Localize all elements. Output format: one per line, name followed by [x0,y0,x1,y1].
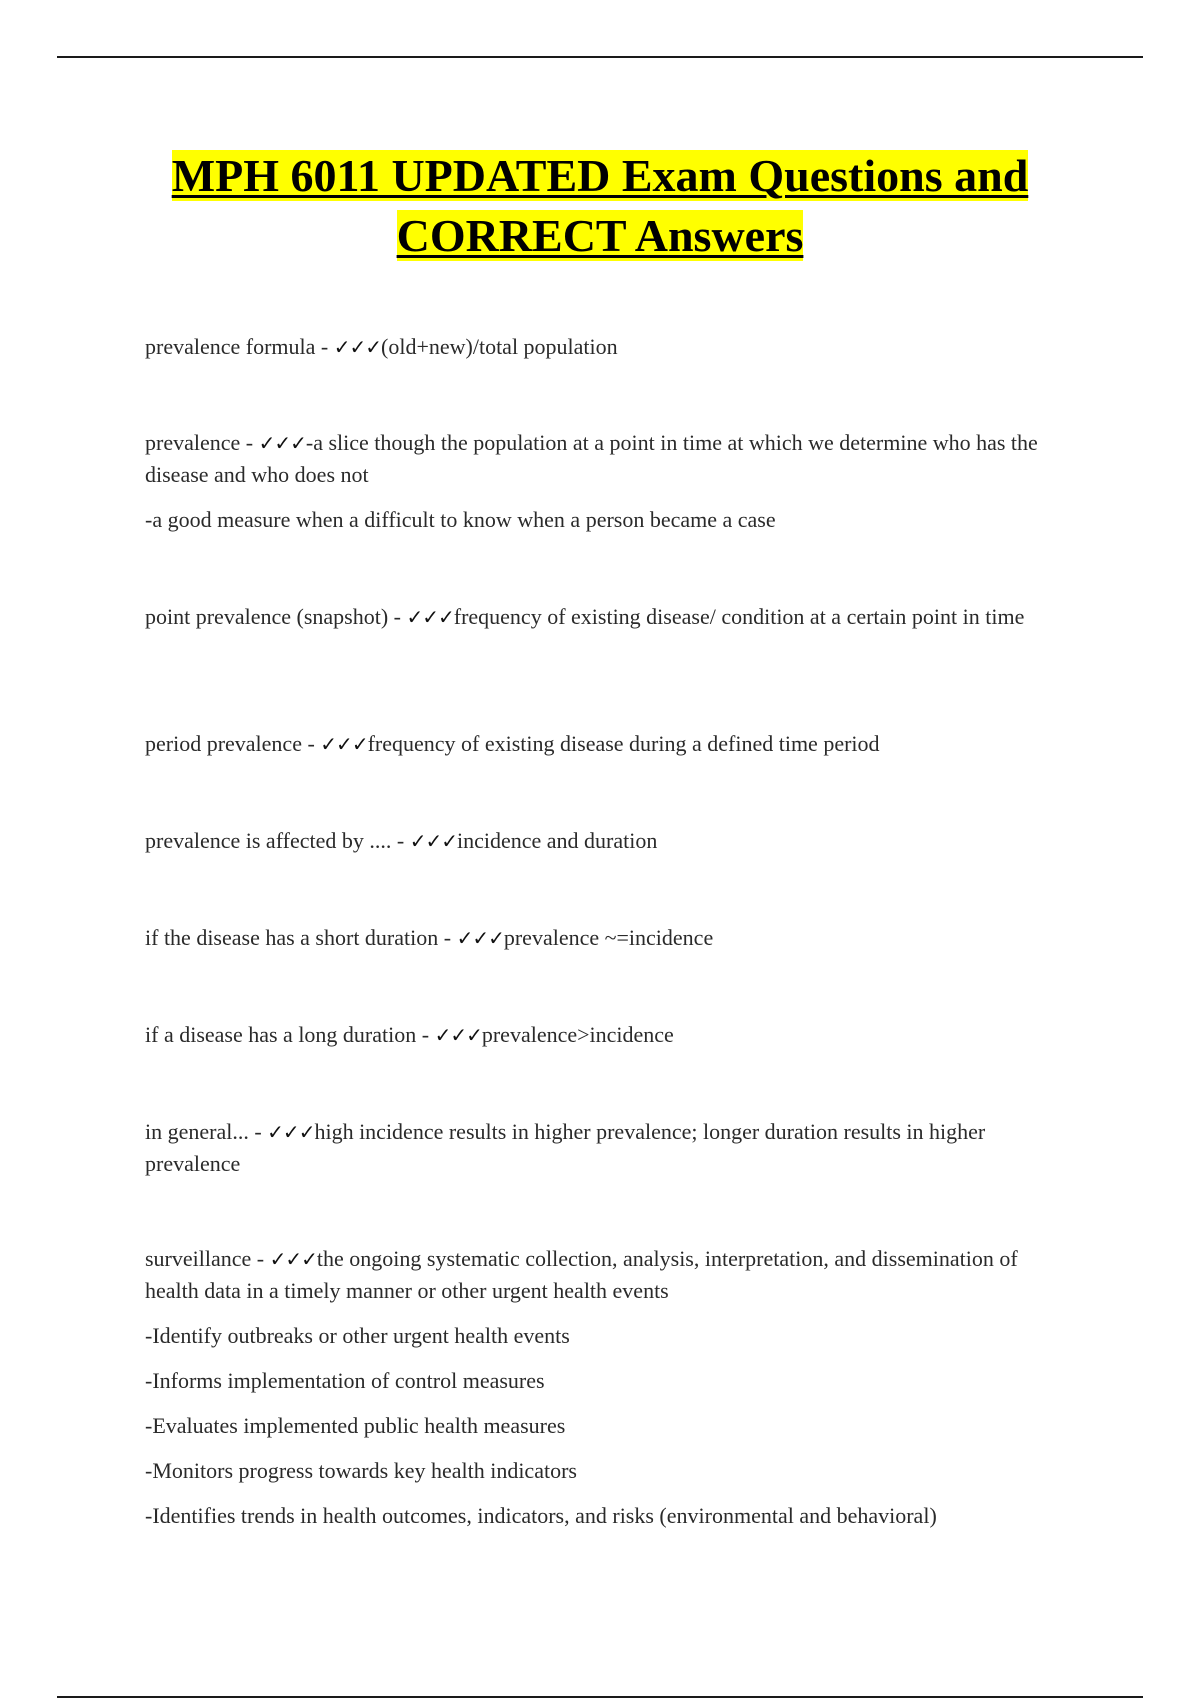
qa-answer: frequency of existing disease during a defined time period [367,731,880,756]
qa-line [145,1019,1065,1051]
qa-entry [145,728,1065,760]
qa-line [145,601,1065,633]
qa-entry [145,1019,1065,1051]
qa-entry [145,331,1065,363]
document-title [100,146,1100,266]
qa-answer: -a slice though the population at a point in time at which we determine who has the disease and who does not [145,430,1038,487]
qa-line [145,1116,1065,1179]
checkmarks-icon: ✓✓✓ [456,926,504,950]
qa-answer: (old+new)/total population [381,334,618,359]
qa-term: if the disease has a short duration - [145,925,457,950]
top-rule [57,56,1143,58]
qa-term: if a disease has a long duration - [145,1022,435,1047]
qa-detail: -Identify outbreaks or other urgent health events [145,1323,570,1348]
qa-answer: frequency of existing disease/ condition at a certain point in time [453,604,1025,629]
checkmarks-icon: ✓✓✓ [434,1023,482,1047]
qa-line [145,1243,1065,1306]
bottom-rule [57,1696,1143,1698]
title-line-2: CORRECT Answers [396,210,804,261]
checkmarks-icon: ✓✓✓ [333,335,382,359]
qa-line [145,825,1065,857]
checkmarks-icon: ✓✓✓ [258,431,306,455]
qa-line [145,427,1065,490]
checkmarks-icon: ✓✓✓ [320,732,368,756]
qa-answer: incidence and duration [456,828,658,853]
checkmarks-icon: ✓✓✓ [267,1120,315,1144]
qa-term: period prevalence - [145,731,321,756]
qa-answer: high incidence results in higher prevalence; longer duration results in higher prevalence [145,1119,986,1176]
qa-entry [145,601,1065,633]
qa-detail: -Identifies trends in health outcomes, indicators, and risks (environmental and behavioral) [145,1503,937,1528]
qa-entry [145,825,1065,857]
qa-detail: -Monitors progress towards key health indicators [145,1458,577,1483]
qa-term: in general... - [145,1119,268,1144]
qa-line [145,728,1065,760]
checkmarks-icon: ✓✓✓ [406,605,454,629]
qa-term: point prevalence (snapshot) - [145,604,407,629]
qa-answer: prevalence>incidence [481,1022,674,1047]
qa-detail: -a good measure when a difficult to know when a person became a case [145,507,776,532]
qa-entry [145,1116,1065,1179]
qa-term: prevalence - [145,430,259,455]
checkmarks-icon: ✓✓✓ [269,1247,317,1271]
qa-term: prevalence formula - [145,334,334,359]
qa-term: surveillance - [145,1246,270,1271]
qa-answer: the ongoing systematic collection, analysis, interpretation, and dissemination of health data in a timely manner or other urgent health events [145,1246,1018,1303]
qa-entry [145,922,1065,954]
qa-term: prevalence is affected by .... - [145,828,410,853]
qa-line [145,331,1065,363]
qa-detail: -Evaluates implemented public health measures [145,1413,566,1438]
qa-detail: -Informs implementation of control measures [145,1368,545,1393]
qa-answer: prevalence ~=incidence [503,925,714,950]
title-line-1: MPH 6011 UPDATED Exam Questions and [171,150,1029,201]
qa-line [145,922,1065,954]
qa-entry [145,1243,1065,1531]
qa-entry [145,427,1065,535]
checkmarks-icon: ✓✓✓ [409,829,457,853]
